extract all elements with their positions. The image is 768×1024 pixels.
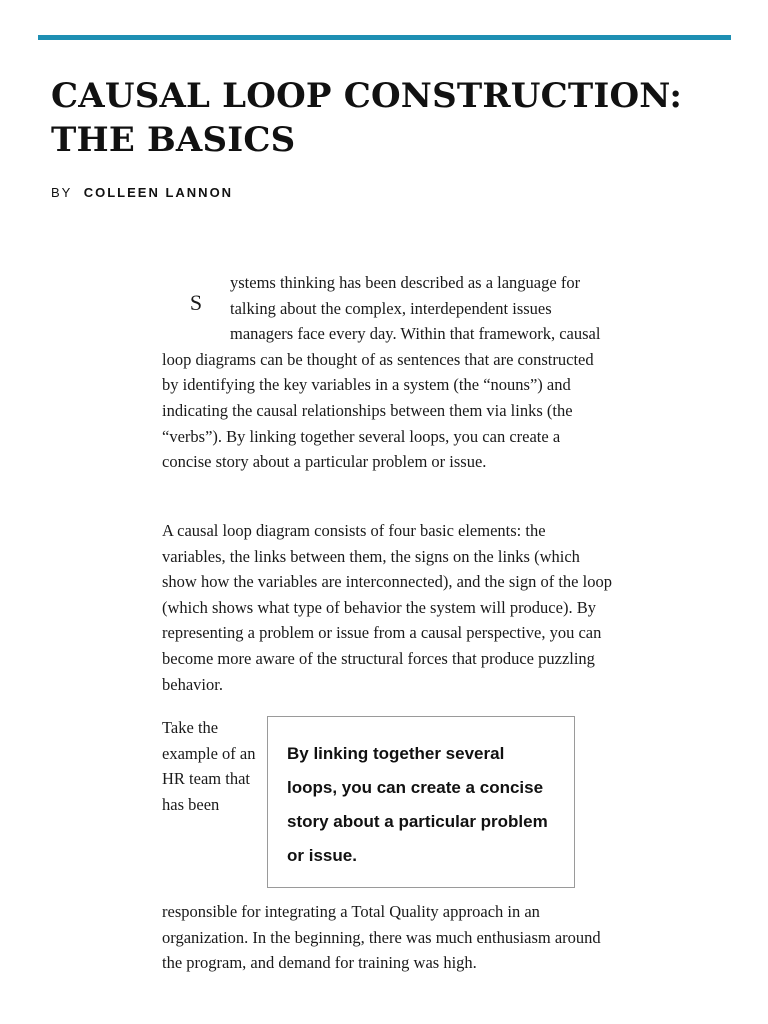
pull-quote-box: [267, 716, 575, 888]
pull-quote-text: By linking together several loops, you can create a concise story about a particular problem or issue.: [287, 744, 548, 865]
paragraph-3-start: Take the example of an HR team that has been: [162, 718, 256, 814]
article-title: CAUSAL LOOP CONSTRUCTION: THE BASICS: [51, 76, 683, 160]
byline-prefix: BY: [51, 185, 73, 200]
drop-cap: S: [189, 290, 203, 315]
paragraph-2: A causal loop diagram consists of four basic elements: the variables, the links between them, the signs on the links (which show how the variables are interconnected), and the sign of the loop (which shows what type of behavior the system will produce). By representing a problem or issue from a causal perspective, you can become more aware of the structural forces that produce puzzling behavior.: [162, 521, 612, 694]
author-name: COLLEEN LANNON: [83, 185, 234, 200]
paragraph-1-text: ystems thinking has been described as a language for talking about the complex, interdependent issues managers face every day. Within that framework, causal loop diagrams can be thought of as sentences that are constructed by identifying the key variables in a system (the “nouns”) and indicating the causal relationships between them via links (the “verbs”). By linking together several loops, you can create a concise story about a particular problem or issue.: [162, 273, 601, 472]
paragraph-1: [162, 270, 602, 475]
byline: [51, 185, 233, 200]
paragraph-3-continued: responsible for integrating a Total Quality approach in an organization. In the beginning, there was much enthusiasm around the program, and demand for training was high.: [162, 902, 601, 973]
top-accent-rule: [38, 35, 731, 40]
